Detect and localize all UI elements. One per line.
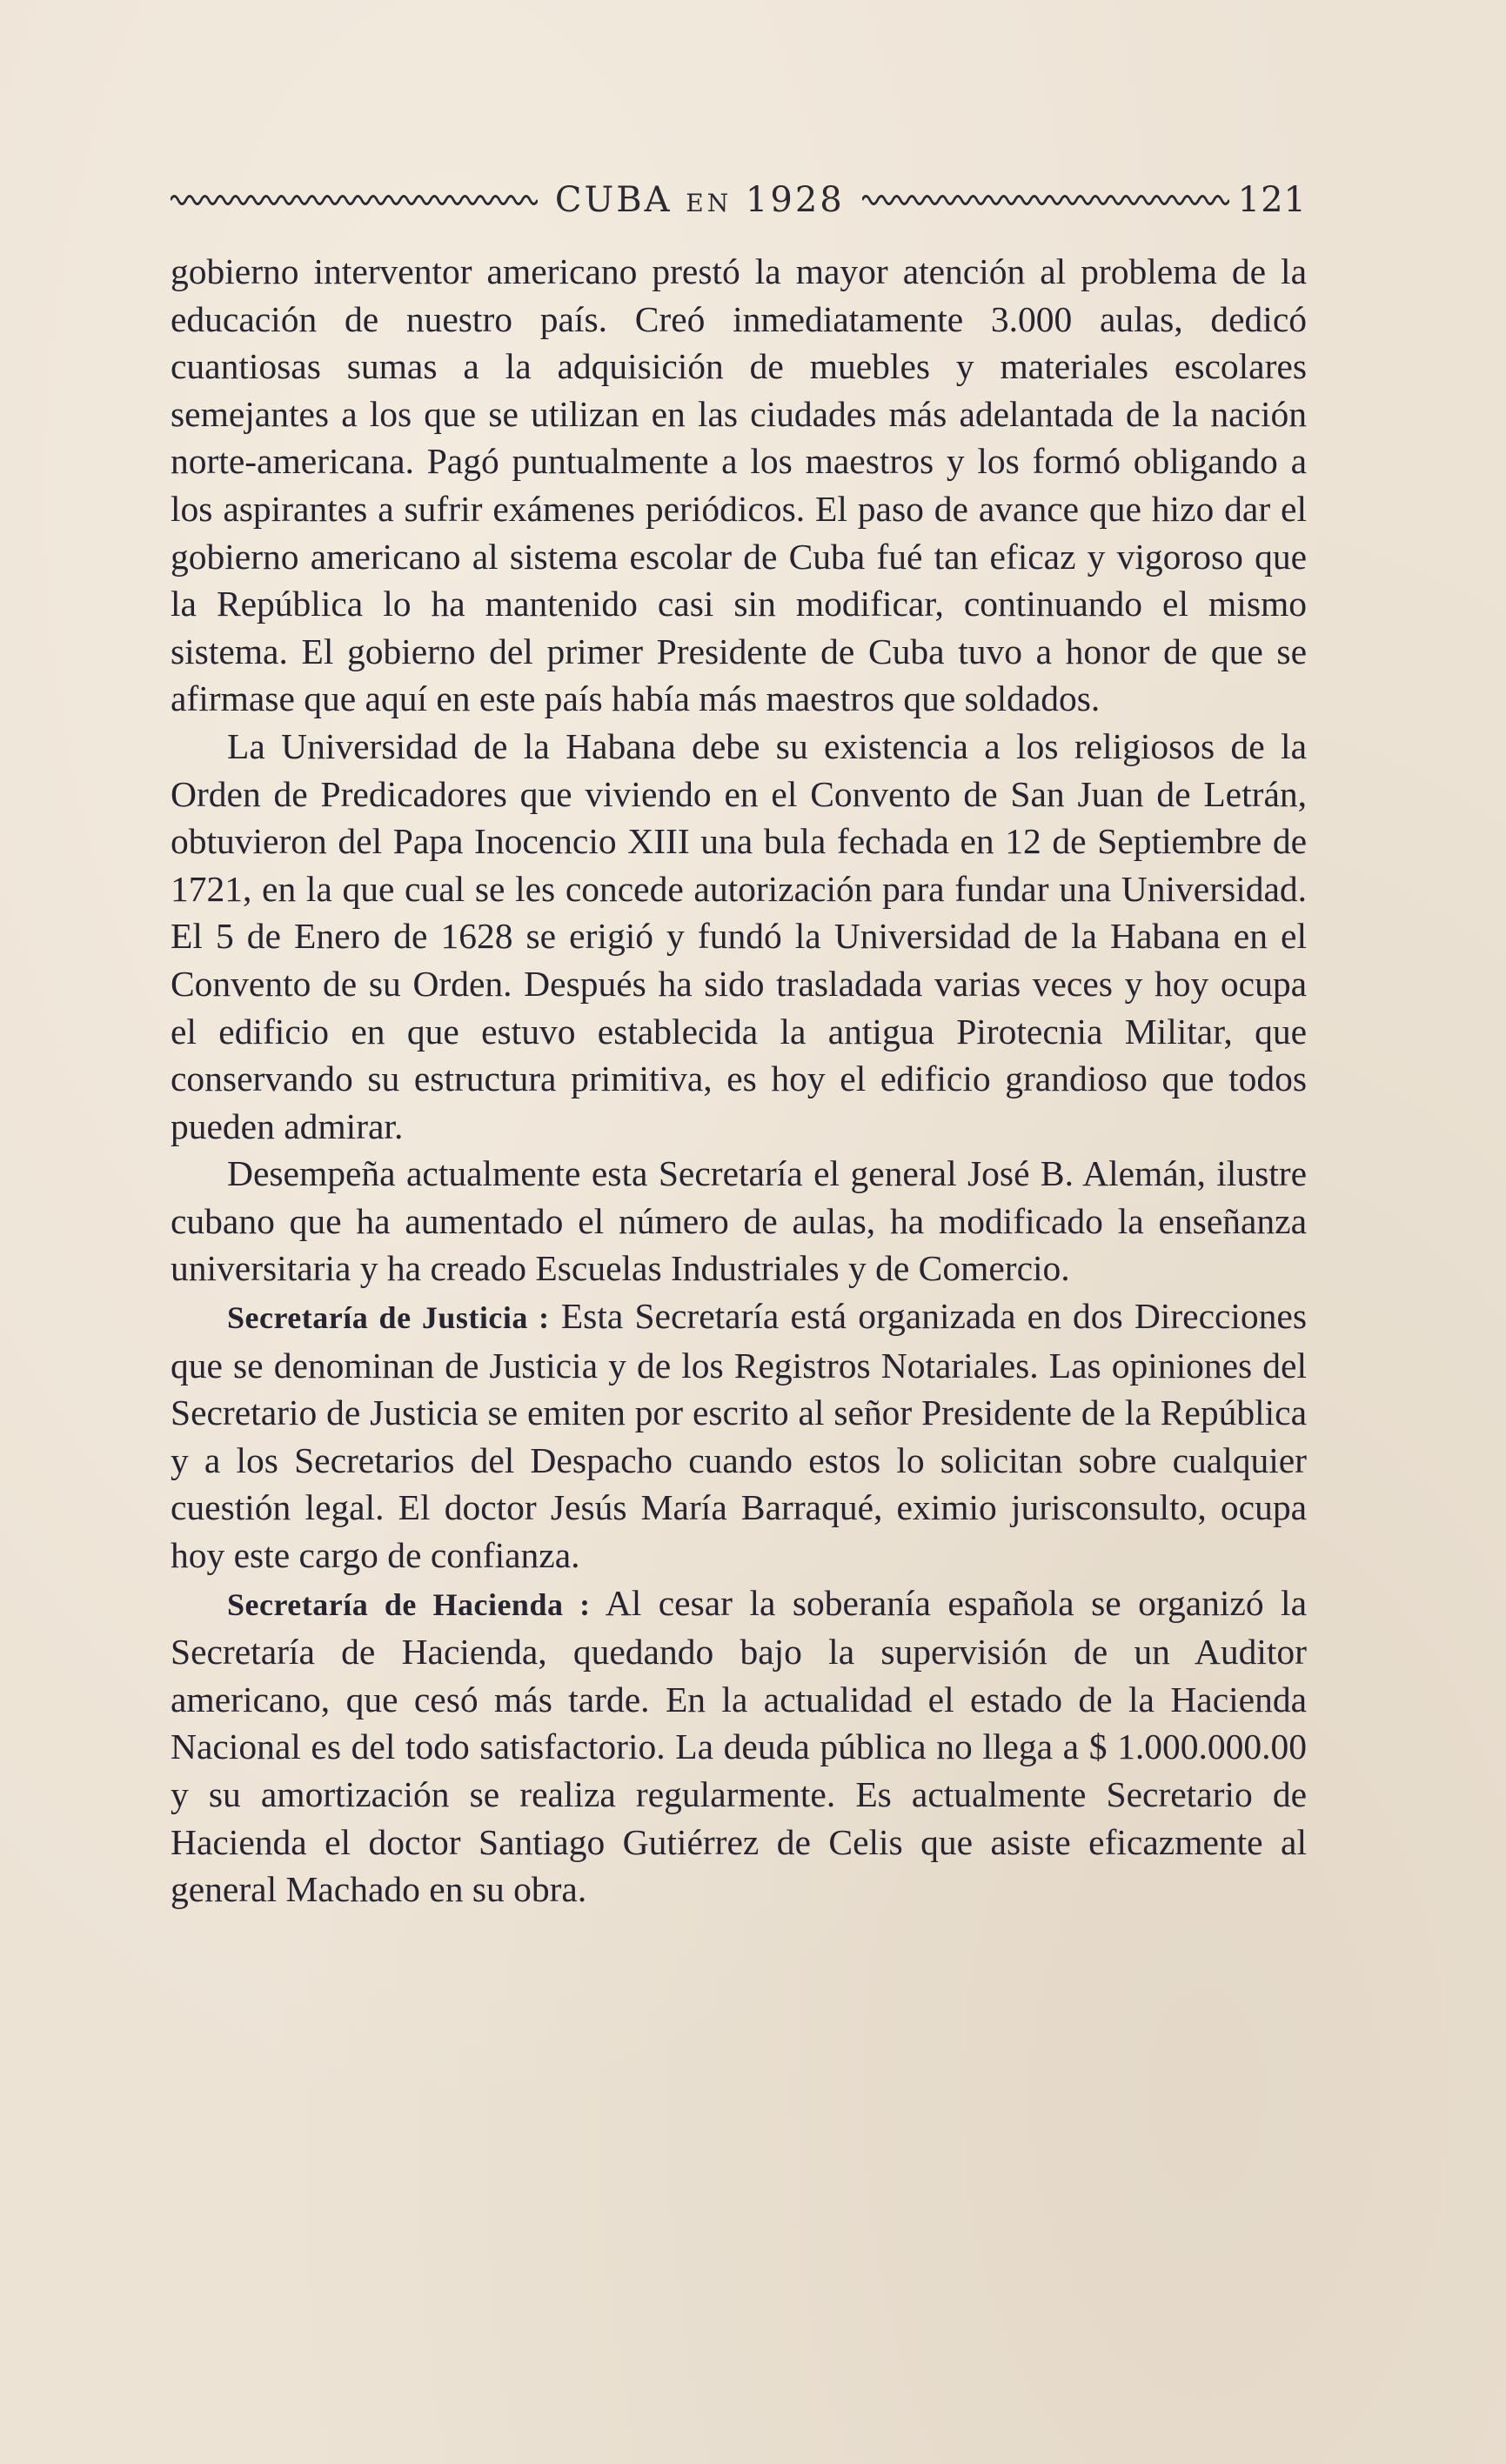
page-number: 121	[1237, 180, 1307, 220]
paragraph-justicia	[171, 1292, 1307, 1579]
header-title-en: EN	[686, 189, 733, 217]
paragraph-education: gobierno interventor americano prestó la mayor atención al problema de la educación de nuestro país. Creó inmediatamente 3.000 aulas, dedicó cuantiosas sumas a la adquisición de muebles y materiales escolares semejantes a los que se utilizan en las ciudades más adelantada de la nación norte-americana. Pagó puntualmente a los maestros y los formó obligando a los aspirantes a sufrir exámenes periódicos. El paso de avance que hizo dar el gobierno americano al sistema escolar de Cuba fué tan eficaz y vigoroso que la República lo ha mantenido casi sin modificar, continuando el mismo sistema. El gobierno del primer Presidente de Cuba tuvo a honor de que se afirmase que aquí en este país había más maestros que soldados.	[171, 251, 1307, 719]
running-header	[171, 174, 1307, 226]
wavy-ornament-left	[171, 190, 538, 210]
paragraph-university: La Universidad de la Habana debe su existencia a los religiosos de la Orden de Predicadores que viviendo en el Convento de San Juan de Letrán, obtuvieron del Papa Inocencio XIII una bula fechada en 12 de Septiembre de 1721, en la que cual se les concede autorización para fundar una Universidad. El 5 de Enero de 1628 se erigió y fundó la Universidad de la Habana en el Convento de su Orden. Después ha sido trasladada varias veces y hoy ocupa el edificio en que estuvo establecida la antigua Pirotecnia Militar, que conservando su estructura primitiva, es hoy el edificio grandioso que todos pueden admirar.	[171, 725, 1307, 1146]
header-title	[538, 180, 862, 220]
section-heading-justicia: Secretaría de Justicia :	[227, 1300, 550, 1336]
paragraph-aleman: Desempeña actualmente esta Secretaría el general José B. Alemán, ilustre cubano que ha aumentado el número de aulas, ha modificado la enseñanza universitaria y ha creado Escuelas Industriales y de Comercio.	[171, 1153, 1307, 1289]
section-heading-hacienda: Secretaría de Hacienda :	[227, 1586, 591, 1622]
body-text	[171, 248, 1307, 1913]
paragraph-justicia-text: Esta Secretaría está organizada en dos Direcciones que se denominan de Justicia y de los Registros Notariales. Las opiniones del Secretario de Justicia se emiten por escrito al señor Presidente de la República y a los Secretarios del Despacho cuando estos lo solicitan sobre cualquier cuestión legal. El doctor Jesús María Barraqué, eximio jurisconsulto, ocupa hoy este cargo de confianza.	[171, 1296, 1308, 1576]
wavy-ornament-right	[862, 190, 1229, 210]
header-title-year: 1928	[745, 180, 845, 220]
paragraph-hacienda-text: Al cesar la soberanía española se organizó la Secretaría de Hacienda, quedando bajo la supervisión de un Auditor americano, que cesó más tarde. En la actualidad el estado de la Hacienda Nacional es del todo satisfactorio. La deuda pública no llega a $ 1.000.000.00 y su amortización se realiza regularmente. Es actualmente Secretario de Hacienda el doctor Santiago Gutiérrez de Celis que asiste eficazmente al general Machado en su obra.	[171, 1582, 1307, 1910]
header-title-main: CUBA	[554, 180, 673, 220]
paragraph-hacienda	[171, 1579, 1307, 1913]
